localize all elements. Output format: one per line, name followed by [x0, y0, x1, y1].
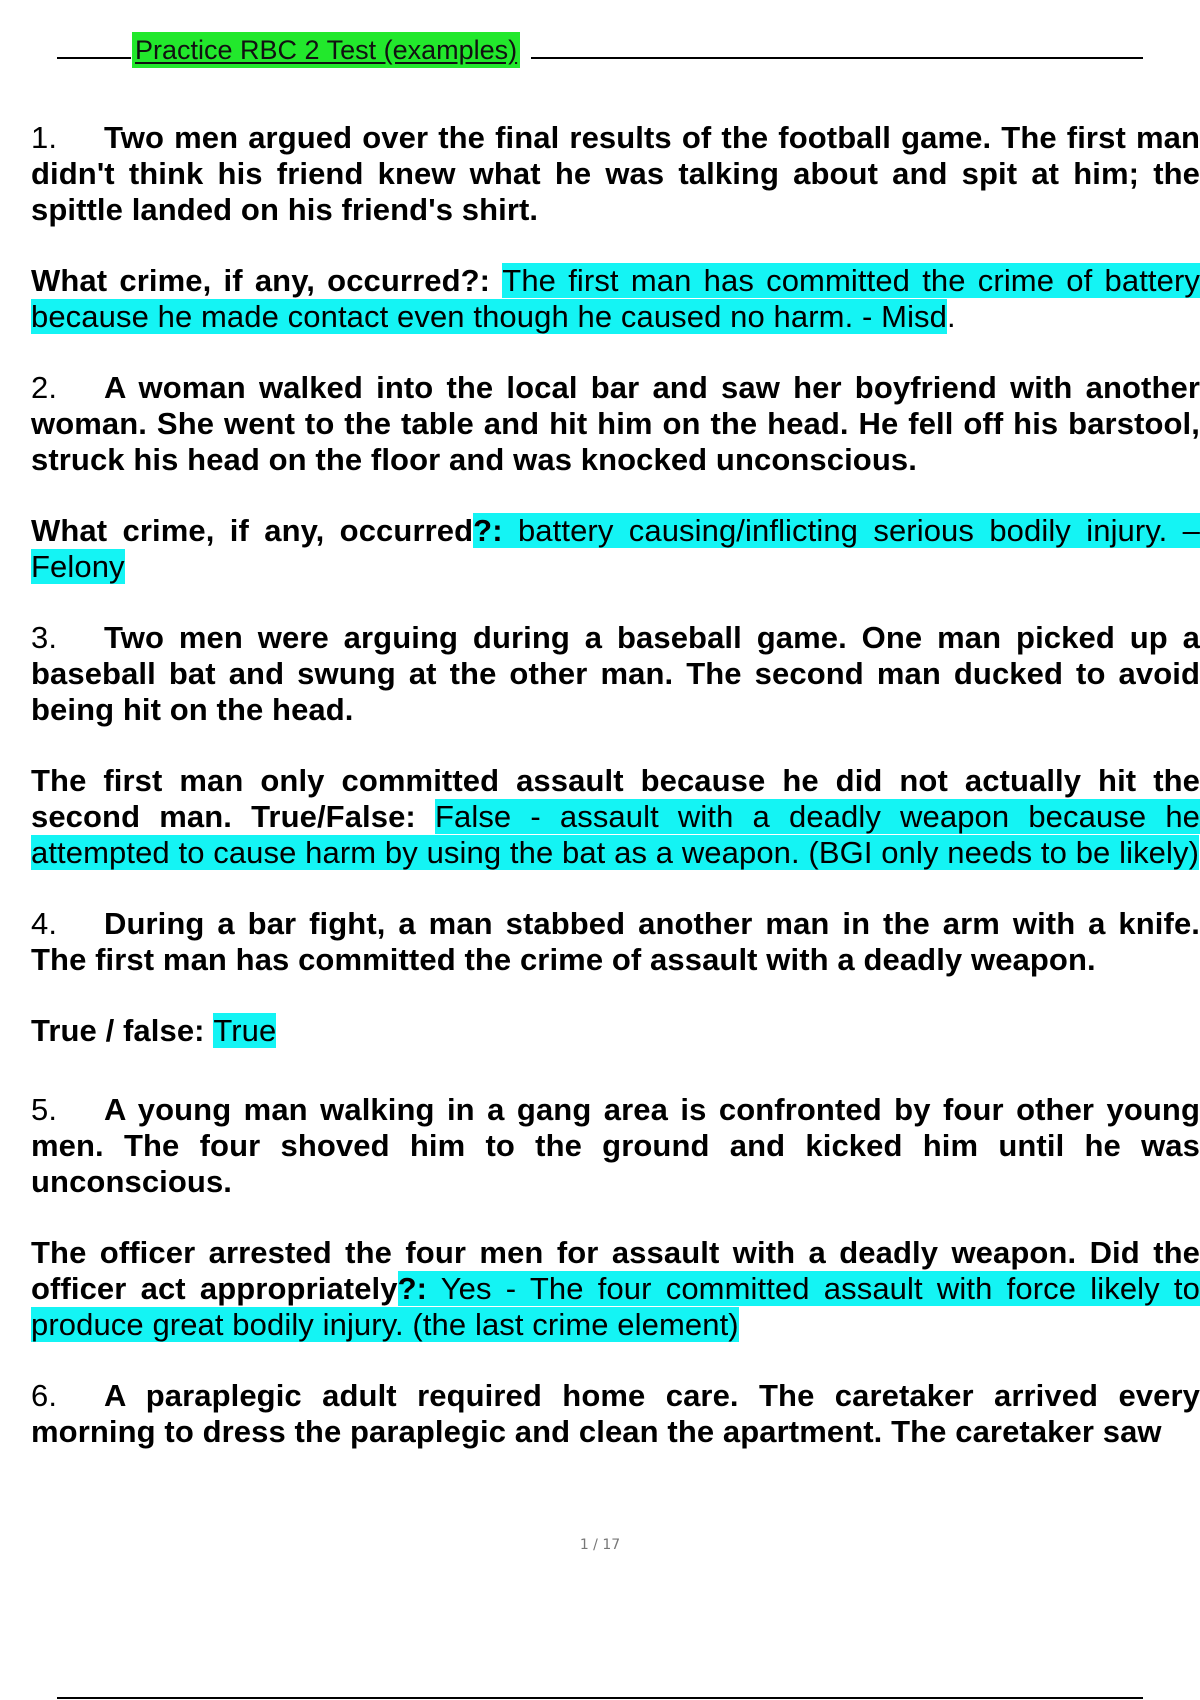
page-header: [57, 28, 1143, 72]
question-number: 2.: [31, 370, 58, 405]
question-text: During a bar fight, a man stabbed another man in the arm with a knife. The first man has committed the crime of assault with a deadly weapon.: [31, 906, 1200, 977]
answer-prompt: What crime, if any, occurred: [31, 513, 474, 548]
question-5: [31, 1092, 1200, 1200]
document-body: [31, 120, 1200, 1450]
answer-highlight: False - assault with a deadly weapon because he attempted to cause harm by using the bat as a weapon. (BGI only needs to be likely): [31, 799, 1200, 870]
answer-prompt: What crime, if any, occurred?:: [31, 263, 503, 298]
question-text: A paraplegic adult required home care. The caretaker arrived every morning to dress the paraplegic and clean the apartment. The caretaker saw: [31, 1378, 1200, 1449]
answer-prompt: The officer arrested the four men for assault with a deadly weapon. Did the officer act appropriately: [31, 1235, 1200, 1306]
question-text: Two men argued over the final results of the football game. The first man didn't think his friend knew what he was talking about and spit at him; the spittle landed on his friend's shirt.: [31, 120, 1200, 227]
answer-prompt: True / false:: [31, 1013, 214, 1048]
answer-highlight: The first man has committed the crime of battery because he made contact even though he caused no harm. - Misd: [31, 263, 1200, 334]
answer-prompt-highlight: ?:: [473, 513, 503, 548]
answer-3: [31, 763, 1200, 871]
question-3: [31, 620, 1200, 728]
answer-highlight: True: [213, 1013, 277, 1048]
question-text: Two men were arguing during a baseball game. One man picked up a baseball bat and swung at the other man. The second man ducked to avoid being hit on the head.: [31, 620, 1200, 727]
question-number: 5.: [31, 1092, 58, 1127]
answer-prompt-highlight: ?:: [397, 1271, 428, 1306]
question-4: [31, 906, 1200, 978]
answer-highlight: Yes - The four committed assault with force likely to produce great bodily injury. (the last crime element): [31, 1271, 1200, 1342]
question-text: A young man walking in a gang area is confronted by four other young men. The four shoved him to the ground and kicked him until he was unconscious.: [31, 1092, 1200, 1199]
document-title: Practice RBC 2 Test (examples): [132, 32, 520, 68]
question-6: [31, 1378, 1200, 1450]
answer-2: [31, 513, 1200, 585]
answer-4: [31, 1013, 1200, 1049]
page-number: 1 / 17: [579, 1537, 621, 1553]
question-number: 3.: [31, 620, 58, 655]
question-number: 4.: [31, 906, 58, 941]
header-rule-left: [57, 57, 131, 59]
answer-highlight: battery causing/inflicting serious bodily injury. – Felony: [31, 513, 1200, 584]
question-number: 1.: [31, 120, 58, 155]
question-1: [31, 120, 1200, 228]
answer-1: [31, 263, 1200, 335]
question-text: A woman walked into the local bar and saw her boyfriend with another woman. She went to the table and hit him on the head. He fell off his barstool, struck his head on the floor and was knocked unconscious.: [31, 370, 1200, 477]
footer-rule: [57, 1697, 1143, 1699]
answer-tail: .: [947, 299, 956, 334]
answer-5: [31, 1235, 1200, 1343]
question-number: 6.: [31, 1378, 58, 1413]
header-rule-right: [531, 57, 1143, 59]
question-2: [31, 370, 1200, 478]
answer-prompt: The first man only committed assault because he did not actually hit the second man. True/False:: [31, 763, 1200, 834]
